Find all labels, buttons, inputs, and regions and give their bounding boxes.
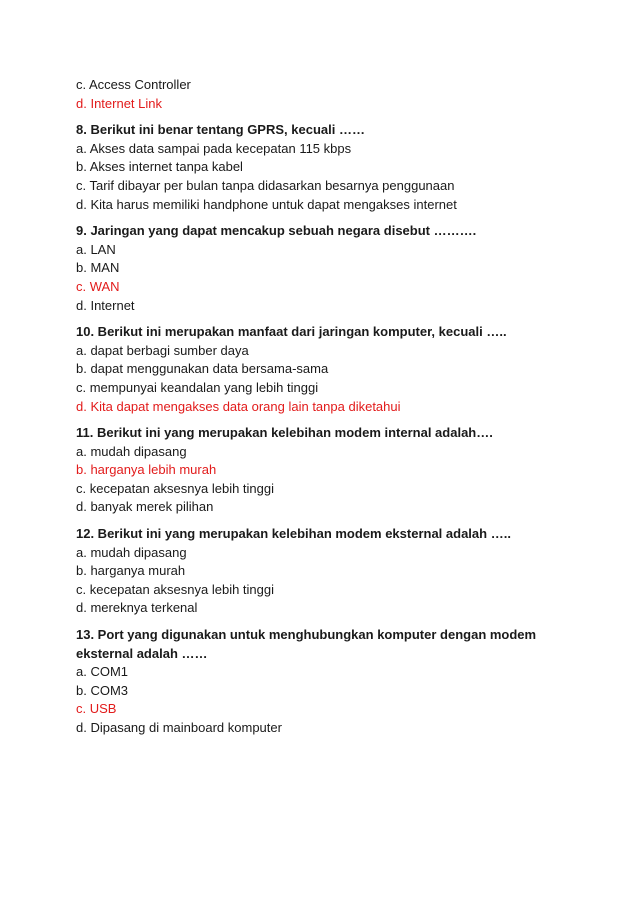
question-10 xyxy=(76,323,576,416)
option-a: a. LAN xyxy=(76,241,116,257)
question-text: 13. Port yang digunakan untuk menghubungkan komputer dengan modem eksternal adalah …… xyxy=(76,627,537,661)
option-d: d. Internet xyxy=(76,297,135,313)
option-c-correct: c. USB xyxy=(76,701,117,717)
question-text: 11. Berikut ini yang merupakan kelebihan modem internal adalah…. xyxy=(76,425,493,441)
option-c: c. kecepatan aksesnya lebih tinggi xyxy=(76,581,275,597)
option-b: b. harganya murah xyxy=(76,563,186,579)
option-c: c. Tarif dibayar per bulan tanpa didasarkan besarnya penggunaan xyxy=(76,177,455,193)
option-a: a. mudah dipasang xyxy=(76,443,187,459)
option-a: a. dapat berbagi sumber daya xyxy=(76,342,249,358)
option-d: d. Kita harus memiliki handphone untuk dapat mengakses internet xyxy=(76,196,457,212)
question-11 xyxy=(76,424,576,517)
option-c: c. kecepatan aksesnya lebih tinggi xyxy=(76,480,275,496)
question-9 xyxy=(76,222,576,315)
option-a: a. COM1 xyxy=(76,664,129,680)
question-text: 12. Berikut ini yang merupakan kelebihan modem eksternal adalah ….. xyxy=(76,526,511,542)
option-a: a. mudah dipasang xyxy=(76,544,187,560)
question-text: 10. Berikut ini merupakan manfaat dari jaringan komputer, kecuali ….. xyxy=(76,324,507,340)
option-b: b. dapat menggunakan data bersama-sama xyxy=(76,361,329,377)
question-12 xyxy=(76,525,576,618)
option-c: c. mempunyai keandalan yang lebih tinggi xyxy=(76,379,319,395)
leading-options xyxy=(76,76,576,113)
document-page xyxy=(76,76,576,738)
option-c: c. Access Controller xyxy=(76,77,191,92)
question-13 xyxy=(76,626,576,738)
option-b-correct: b. harganya lebih murah xyxy=(76,462,217,478)
question-8 xyxy=(76,121,576,214)
question-text: 8. Berikut ini benar tentang GPRS, kecuali …… xyxy=(76,122,365,138)
option-d-correct: d. Kita dapat mengakses data orang lain tanpa diketahui xyxy=(76,398,401,414)
option-d: d. Dipasang di mainboard komputer xyxy=(76,720,282,735)
option-b: b. COM3 xyxy=(76,682,129,698)
option-d: d. mereknya terkenal xyxy=(76,600,198,616)
option-d: d. banyak merek pilihan xyxy=(76,499,214,515)
option-a: a. Akses data sampai pada kecepatan 115 kbps xyxy=(76,140,352,156)
question-text: 9. Jaringan yang dapat mencakup sebuah negara disebut ………. xyxy=(76,223,477,239)
option-b: b. Akses internet tanpa kabel xyxy=(76,159,243,175)
option-c-correct: c. WAN xyxy=(76,278,120,294)
option-b: b. MAN xyxy=(76,260,120,276)
option-d-correct: d. Internet Link xyxy=(76,95,162,111)
